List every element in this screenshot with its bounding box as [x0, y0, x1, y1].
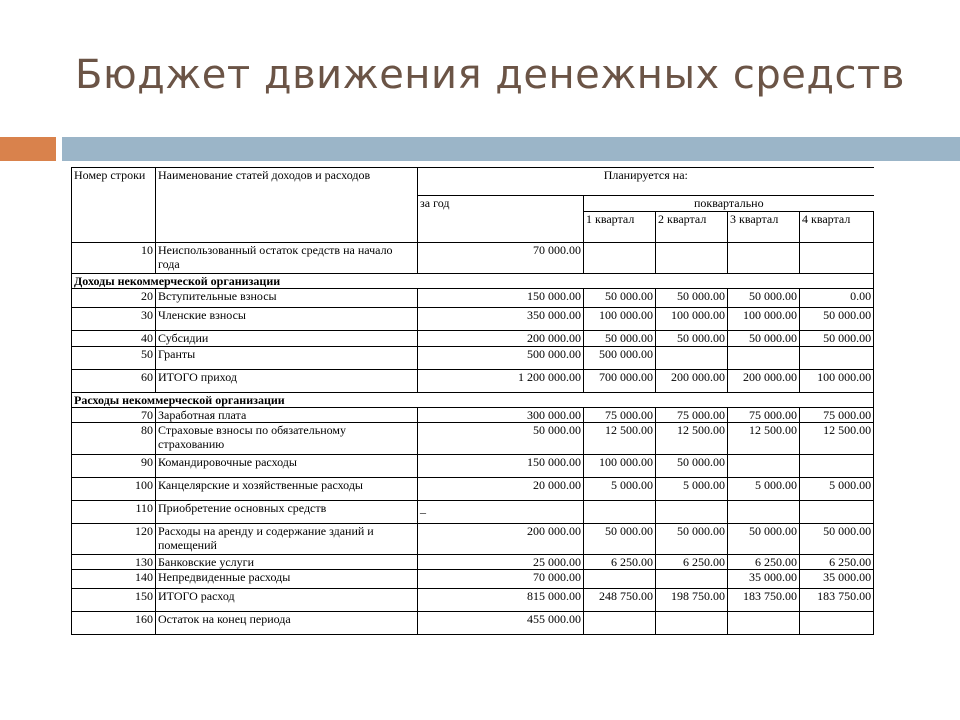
budget-table: [71, 167, 874, 635]
q2-amount-cell: [656, 347, 728, 370]
slide-title: Бюджет движения денежных средств: [75, 52, 905, 98]
item-name-cell: Неиспользованный остаток средств на начало года: [156, 243, 418, 274]
year-amount-cell: 150 000.00: [418, 455, 584, 478]
q3-amount-cell: 100 000.00: [728, 308, 800, 331]
q1-amount-cell: 12 500.00: [584, 423, 656, 455]
q1-amount-cell: 50 000.00: [584, 331, 656, 347]
q2-amount-cell: 50 000.00: [656, 524, 728, 555]
accent-bar-blue: [62, 137, 960, 161]
row-number-cell: 110: [72, 501, 156, 524]
year-amount-cell: 455 000.00: [418, 612, 584, 635]
q2-amount-cell: 100 000.00: [656, 308, 728, 331]
section-title: Доходы некоммерческой организации: [72, 274, 874, 289]
table-row: [72, 555, 874, 570]
q3-amount-cell: 75 000.00: [728, 408, 800, 423]
q1-amount-cell: 100 000.00: [584, 455, 656, 478]
header-q1: 1 квартал: [584, 212, 656, 243]
q4-amount-cell: 0.00: [800, 289, 874, 308]
row-number-cell: 150: [72, 589, 156, 612]
item-name-cell: ИТОГО расход: [156, 589, 418, 612]
header-q2: 2 квартал: [656, 212, 728, 243]
row-number-cell: 10: [72, 243, 156, 274]
table-row: [72, 347, 874, 370]
q2-amount-cell: 75 000.00: [656, 408, 728, 423]
table-row: [72, 612, 874, 635]
year-amount-cell: 70 000.00: [418, 243, 584, 274]
header-row-number: Номер строки: [72, 168, 156, 243]
item-name-cell: Расходы на аренду и содержание зданий и помещений: [156, 524, 418, 555]
item-name-cell: ИТОГО приход: [156, 370, 418, 393]
q4-amount-cell: [800, 501, 874, 524]
q2-amount-cell: 198 750.00: [656, 589, 728, 612]
q2-amount-cell: 5 000.00: [656, 478, 728, 501]
row-number-cell: 60: [72, 370, 156, 393]
q1-amount-cell: 75 000.00: [584, 408, 656, 423]
item-name-cell: Субсидии: [156, 331, 418, 347]
q1-amount-cell: 700 000.00: [584, 370, 656, 393]
year-amount-cell: 300 000.00: [418, 408, 584, 423]
table-row: [72, 408, 874, 423]
table-row: [72, 589, 874, 612]
header-quarterly: поквартально: [584, 196, 874, 212]
q2-amount-cell: 50 000.00: [656, 289, 728, 308]
item-name-cell: Вступительные взносы: [156, 289, 418, 308]
row-number-cell: 130: [72, 555, 156, 570]
row-number-cell: 90: [72, 455, 156, 478]
table-row: [72, 308, 874, 331]
header-q3: 3 квартал: [728, 212, 800, 243]
q2-amount-cell: [656, 243, 728, 274]
table-row: [72, 370, 874, 393]
q4-amount-cell: [800, 455, 874, 478]
q4-amount-cell: [800, 243, 874, 274]
header-item-name: Наименование статей доходов и расходов: [156, 168, 418, 243]
item-name-cell: Непредвиденные расходы: [156, 570, 418, 589]
q1-amount-cell: 248 750.00: [584, 589, 656, 612]
year-amount-cell: 50 000.00: [418, 423, 584, 455]
q1-amount-cell: 5 000.00: [584, 478, 656, 501]
q4-amount-cell: [800, 612, 874, 635]
row-number-cell: 20: [72, 289, 156, 308]
q3-amount-cell: [728, 455, 800, 478]
header-row-1: [72, 168, 874, 196]
q3-amount-cell: 6 250.00: [728, 555, 800, 570]
q4-amount-cell: 6 250.00: [800, 555, 874, 570]
item-name-cell: Командировочные расходы: [156, 455, 418, 478]
row-number-cell: 120: [72, 524, 156, 555]
q2-amount-cell: 50 000.00: [656, 331, 728, 347]
year-amount-cell: 200 000.00: [418, 524, 584, 555]
year-amount-cell: 150 000.00: [418, 289, 584, 308]
q4-amount-cell: 50 000.00: [800, 524, 874, 555]
table-row: [72, 289, 874, 308]
q1-amount-cell: [584, 243, 656, 274]
q4-amount-cell: 50 000.00: [800, 308, 874, 331]
q3-amount-cell: [728, 612, 800, 635]
q1-amount-cell: 50 000.00: [584, 289, 656, 308]
item-name-cell: Заработная плата: [156, 408, 418, 423]
q3-amount-cell: 5 000.00: [728, 478, 800, 501]
q3-amount-cell: 35 000.00: [728, 570, 800, 589]
q3-amount-cell: 183 750.00: [728, 589, 800, 612]
q2-amount-cell: 12 500.00: [656, 423, 728, 455]
row-number-cell: 30: [72, 308, 156, 331]
q1-amount-cell: [584, 612, 656, 635]
q1-amount-cell: 50 000.00: [584, 524, 656, 555]
q2-amount-cell: 50 000.00: [656, 455, 728, 478]
section-row: [72, 274, 874, 289]
row-number-cell: 160: [72, 612, 156, 635]
q1-amount-cell: [584, 501, 656, 524]
year-amount-cell: 20 000.00: [418, 478, 584, 501]
year-amount-cell: 25 000.00: [418, 555, 584, 570]
row-number-cell: 40: [72, 331, 156, 347]
table-row: [72, 455, 874, 478]
q1-amount-cell: 500 000.00: [584, 347, 656, 370]
table-row: [72, 243, 874, 274]
q4-amount-cell: 35 000.00: [800, 570, 874, 589]
year-amount-cell: 350 000.00: [418, 308, 584, 331]
section-row: [72, 393, 874, 408]
item-name-cell: Гранты: [156, 347, 418, 370]
q4-amount-cell: 75 000.00: [800, 408, 874, 423]
q4-amount-cell: 12 500.00: [800, 423, 874, 455]
row-number-cell: 50: [72, 347, 156, 370]
q1-amount-cell: 100 000.00: [584, 308, 656, 331]
year-amount-cell: 1 200 000.00: [418, 370, 584, 393]
year-amount-cell: 500 000.00: [418, 347, 584, 370]
q4-amount-cell: 50 000.00: [800, 331, 874, 347]
accent-bar-orange: [0, 137, 56, 161]
q1-amount-cell: 6 250.00: [584, 555, 656, 570]
table-row: [72, 501, 874, 524]
q4-amount-cell: 100 000.00: [800, 370, 874, 393]
header-year: за год: [418, 196, 584, 243]
item-name-cell: Членские взносы: [156, 308, 418, 331]
q2-amount-cell: [656, 570, 728, 589]
q3-amount-cell: 50 000.00: [728, 289, 800, 308]
row-number-cell: 80: [72, 423, 156, 455]
header-planned: Планируется на:: [418, 168, 874, 196]
item-name-cell: Приобретение основных средств: [156, 501, 418, 524]
item-name-cell: Остаток на конец периода: [156, 612, 418, 635]
budget-table-container: [71, 167, 873, 635]
q4-amount-cell: [800, 347, 874, 370]
item-name-cell: Канцелярские и хозяйственные расходы: [156, 478, 418, 501]
table-row: [72, 570, 874, 589]
section-title: Расходы некоммерческой организации: [72, 393, 874, 408]
year-amount-cell: 200 000.00: [418, 331, 584, 347]
row-number-cell: 140: [72, 570, 156, 589]
item-name-cell: Страховые взносы по обязательному страхованию: [156, 423, 418, 455]
table-row: [72, 423, 874, 455]
year-amount-cell: 70 000.00: [418, 570, 584, 589]
row-number-cell: 70: [72, 408, 156, 423]
q3-amount-cell: 50 000.00: [728, 331, 800, 347]
q3-amount-cell: [728, 243, 800, 274]
q4-amount-cell: 183 750.00: [800, 589, 874, 612]
table-row: [72, 524, 874, 555]
q3-amount-cell: 12 500.00: [728, 423, 800, 455]
q1-amount-cell: [584, 570, 656, 589]
year-amount-cell: _: [418, 501, 584, 524]
table-row: [72, 331, 874, 347]
item-name-cell: Банковские услуги: [156, 555, 418, 570]
year-amount-cell: 815 000.00: [418, 589, 584, 612]
q3-amount-cell: [728, 501, 800, 524]
q3-amount-cell: 50 000.00: [728, 524, 800, 555]
table-row: [72, 478, 874, 501]
q3-amount-cell: [728, 347, 800, 370]
q4-amount-cell: 5 000.00: [800, 478, 874, 501]
header-q4: 4 квартал: [800, 212, 874, 243]
q2-amount-cell: [656, 612, 728, 635]
q2-amount-cell: 200 000.00: [656, 370, 728, 393]
q2-amount-cell: [656, 501, 728, 524]
row-number-cell: 100: [72, 478, 156, 501]
q2-amount-cell: 6 250.00: [656, 555, 728, 570]
q3-amount-cell: 200 000.00: [728, 370, 800, 393]
